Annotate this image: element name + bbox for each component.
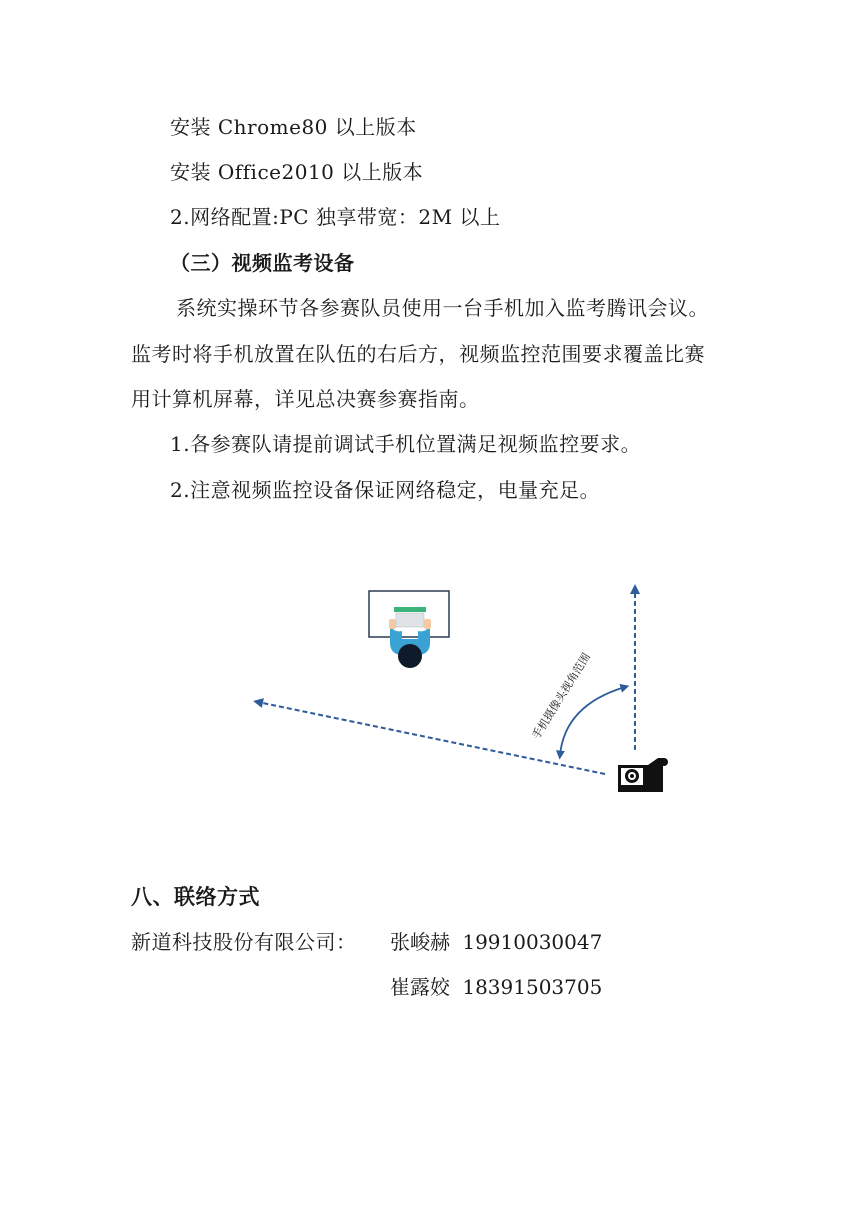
view-angle-arc (560, 687, 625, 755)
laptop-screen (394, 607, 426, 612)
contact-phone: 18391503705 (462, 975, 603, 999)
laptop-keyboard (396, 613, 424, 627)
camera-placement-diagram (240, 575, 680, 805)
software-office: 安装 Office2010 以上版本 (170, 160, 424, 184)
section3-heading: （三）视频监考设备 (170, 251, 355, 275)
section3-item1: 1.各参赛队请提前调试手机位置满足视频监控要求。 (170, 432, 642, 456)
contact-name: 张峻赫 (390, 930, 450, 954)
contact-row-1 (390, 928, 602, 956)
software-chrome: 安装 Chrome80 以上版本 (170, 115, 417, 139)
contact-name: 崔露姣 (390, 975, 450, 999)
company-name: 新道科技股份有限公司： (131, 930, 357, 954)
network-config: 2.网络配置:PC 独享带宽：2M 以上 (170, 205, 501, 229)
camera-view-label: 手机摄像头视角范围 (529, 650, 594, 742)
section8-heading: 八、联络方式 (131, 885, 260, 909)
video-camera-icon (618, 758, 668, 792)
section3-para-line3: 用计算机屏幕，详见总决赛参赛指南。 (131, 387, 480, 411)
section3-para-line1: 系统实操环节各参赛队员使用一台手机加入监考腾讯会议。 (176, 296, 709, 320)
section3-para-line2: 监考时将手机放置在队伍的右后方，视频监控范围要求覆盖比赛 (131, 342, 705, 366)
section3-item2: 2.注意视频监控设备保证网络稳定，电量充足。 (170, 478, 601, 502)
contact-phone: 19910030047 (462, 930, 603, 954)
contact-row-2 (390, 973, 602, 1001)
